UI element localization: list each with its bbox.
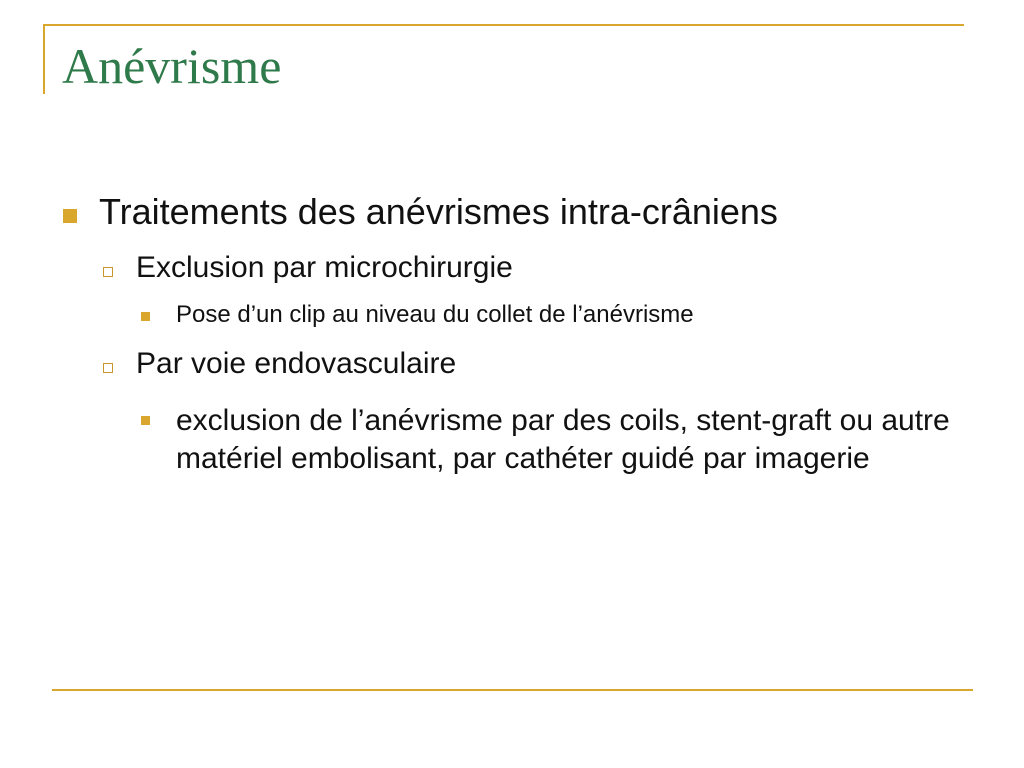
- slide-title: Anévrisme: [62, 38, 282, 94]
- square-bullet-icon: [63, 209, 77, 223]
- sub-bullet-endovascular: [103, 346, 456, 382]
- detail-bullet-clip: [141, 301, 694, 330]
- sub-bullet-microsurgery: [103, 250, 513, 286]
- sub-bullet-text-microsurgery: Exclusion par microchirurgie: [136, 251, 513, 284]
- hollow-square-bullet-icon: [103, 267, 113, 277]
- bottom-rule: [52, 689, 973, 691]
- sub-bullet-text-endovascular: Par voie endovasculaire: [136, 347, 457, 380]
- bullet-text-treatments: Traitements des anévrismes intra-crâniens: [99, 191, 778, 232]
- detail-bullet-exclusion: [141, 402, 961, 477]
- detail-text-clip: Pose d’un clip au niveau du collet de l’anévrisme: [176, 301, 694, 328]
- square-bullet-icon: [141, 312, 150, 321]
- square-bullet-icon: [141, 416, 150, 425]
- hollow-square-bullet-icon: [103, 363, 113, 373]
- bullet-item-treatments: [63, 190, 778, 233]
- detail-text-exclusion: exclusion de l’anévrisme par des coils, stent-graft ou autre matériel embolisant, par cathéter guidé par imagerie: [176, 404, 950, 475]
